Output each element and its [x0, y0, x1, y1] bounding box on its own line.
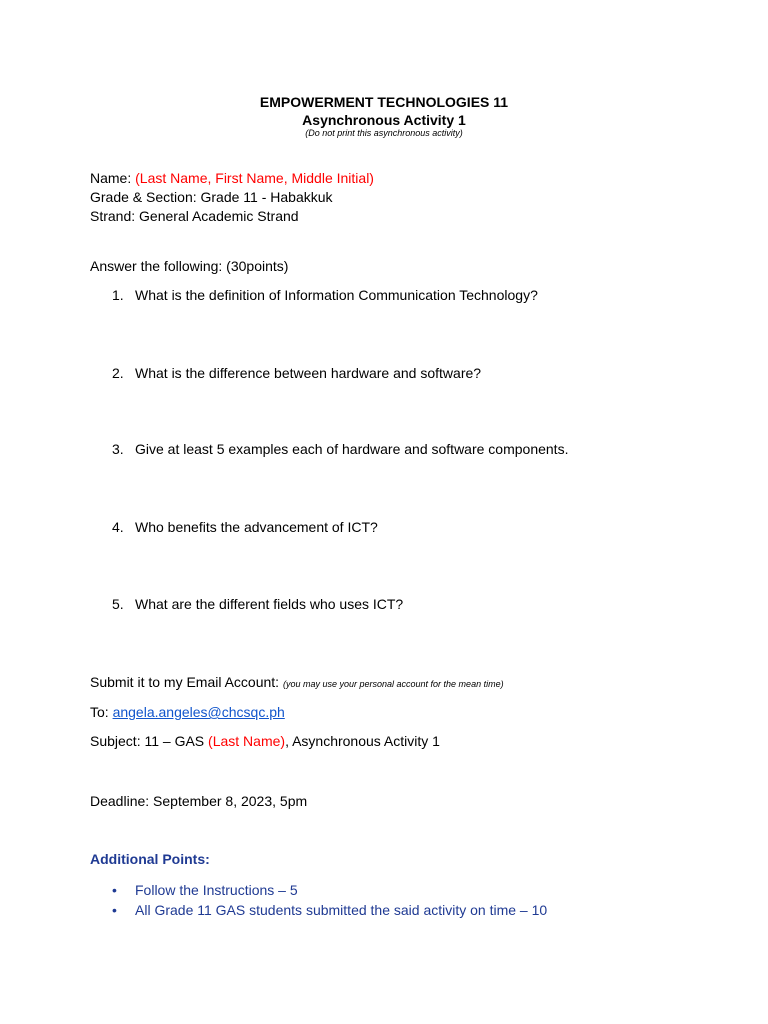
- additional-points-heading: Additional Points:: [90, 851, 210, 867]
- question-item: [112, 441, 568, 458]
- question-text: What is the definition of Information Communication Technology?: [135, 287, 538, 303]
- question-item: [112, 519, 378, 536]
- question-number: 5.: [112, 596, 124, 612]
- instructions: Answer the following: (30points): [90, 258, 289, 274]
- bullet-icon: •: [112, 882, 117, 898]
- to-line: [90, 704, 285, 721]
- deadline-line: Deadline: September 8, 2023, 5pm: [90, 793, 308, 809]
- question-item: [112, 596, 403, 613]
- question-text: Give at least 5 examples each of hardware and software components.: [135, 441, 569, 457]
- list-item: [112, 902, 547, 919]
- subject-prefix: Subject: 11 – GAS: [90, 733, 209, 749]
- submit-label: Submit it to my Email Account:: [90, 674, 283, 690]
- document-title: EMPOWERMENT TECHNOLOGIES 11: [259, 94, 509, 110]
- question-number: 2.: [112, 365, 124, 381]
- name-label: Name:: [90, 170, 136, 186]
- subject-name-placeholder: (Last Name): [208, 733, 286, 749]
- name-placeholder: (Last Name, First Name, Middle Initial): [135, 170, 374, 186]
- list-item-text: Follow the Instructions – 5: [135, 882, 298, 898]
- question-number: 4.: [112, 519, 124, 535]
- question-text: Who benefits the advancement of ICT?: [135, 519, 378, 535]
- bullet-icon: •: [112, 902, 117, 918]
- question-number: 3.: [112, 441, 124, 457]
- document-subtitle: Asynchronous Activity 1: [302, 112, 466, 128]
- to-label: To:: [90, 704, 113, 720]
- question-number: 1.: [112, 287, 124, 303]
- email-link[interactable]: angela.angeles@chcsqc.ph: [112, 704, 285, 720]
- question-text: What is the difference between hardware and software?: [135, 365, 482, 381]
- submit-line: [90, 674, 504, 693]
- strand-line: Strand: General Academic Strand: [90, 208, 299, 224]
- subject-line: [90, 733, 440, 750]
- list-item-text: All Grade 11 GAS students submitted the said activity on time – 10: [135, 902, 548, 918]
- name-line: [90, 170, 374, 187]
- list-item: [112, 882, 298, 899]
- question-item: [112, 287, 538, 304]
- submit-note: (you may use your personal account for the mean time): [282, 679, 504, 689]
- question-item: [112, 365, 481, 382]
- grade-section-line: Grade & Section: Grade 11 - Habakkuk: [90, 189, 333, 205]
- subject-suffix: , Asynchronous Activity 1: [285, 733, 440, 749]
- question-text: What are the different fields who uses ICT?: [135, 596, 404, 612]
- print-note: (Do not print this asynchronous activity): [305, 128, 463, 138]
